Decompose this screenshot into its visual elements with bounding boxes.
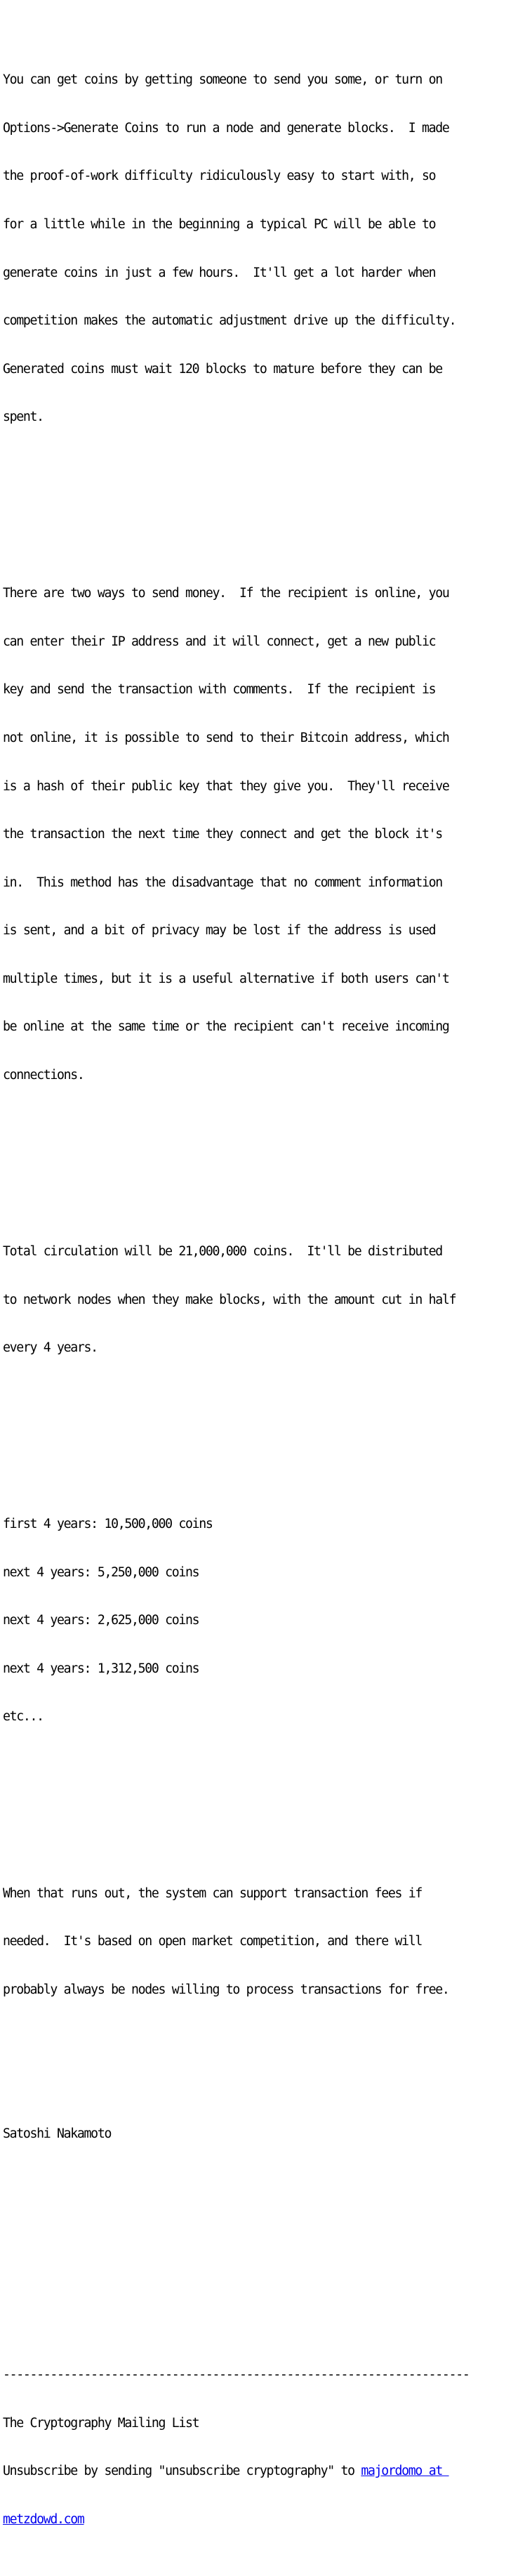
blank-line	[3, 1148, 531, 1164]
schedule-line: etc...	[3, 1709, 44, 1725]
text-line: the proof-of-work difficulty ridiculously easy to start with, so	[3, 169, 436, 184]
text-line: not online, it is possible to send to their Bitcoin address, which	[3, 730, 449, 745]
mailing-list-name: The Cryptography Mailing List	[3, 2415, 199, 2431]
paragraph-total-circulation	[3, 1212, 531, 1388]
text-line: connections.	[3, 1067, 84, 1083]
unsubscribe-email-link-cont[interactable]: metzdowd.com	[3, 2511, 84, 2527]
unsubscribe-line	[3, 2464, 531, 2480]
text-line: is sent, and a bit of privacy may be lost if the address is used	[3, 923, 436, 939]
text-line: can enter their IP address and it will connect, get a new public	[3, 634, 436, 649]
text-line: in. This method has the disadvantage that no comment information	[3, 875, 442, 890]
text-line: multiple times, but it is a useful alternative if both users can't	[3, 971, 449, 986]
unsubscribe-text: Unsubscribe by sending "unsubscribe cryptography" to	[3, 2464, 361, 2479]
email-body	[3, 8, 531, 2576]
text-line: When that runs out, the system can support transaction fees if	[3, 1885, 423, 1901]
text-line: Options->Generate Coins to run a node and generate blocks. I made	[3, 120, 449, 136]
schedule-line: next 4 years: 2,625,000 coins	[3, 1613, 199, 1628]
text-line: Generated coins must wait 120 blocks to mature before they can be	[3, 361, 442, 377]
paragraph-coin-schedule	[3, 1485, 531, 1758]
text-line: needed. It's based on open market competition, and there will	[3, 1934, 423, 1949]
schedule-line: next 4 years: 5,250,000 coins	[3, 1564, 199, 1580]
text-line: be online at the same time or the recipient can't receive incoming	[3, 1019, 449, 1035]
unsubscribe-email-link[interactable]: majordomo at	[361, 2464, 449, 2479]
blank-line	[3, 2062, 531, 2079]
blank-line	[3, 490, 531, 506]
mailing-list-footer	[3, 2335, 531, 2560]
text-line: You can get coins by getting someone to send you some, or turn on	[3, 72, 442, 88]
paragraph-generating-coins	[3, 41, 531, 458]
footer-separator: ---------------------------------------------------------------------	[3, 2367, 470, 2383]
text-line: key and send the transaction with comments. If the recipient is	[3, 682, 436, 698]
text-line: for a little while in the beginning a typical PC will be able to	[3, 216, 436, 232]
signature: Satoshi Nakamoto	[3, 2126, 112, 2142]
text-line: to network nodes when they make blocks, with the amount cut in half	[3, 1292, 456, 1307]
paragraph-transaction-fees	[3, 1854, 531, 2030]
paragraph-sending-money	[3, 554, 531, 1116]
text-line: is a hash of their public key that they give you. They'll receive	[3, 778, 449, 794]
text-line: competition makes the automatic adjustment drive up the difficulty.	[3, 313, 456, 329]
text-line: generate coins in just a few hours. It'll get a lot harder when	[3, 265, 436, 280]
schedule-line: next 4 years: 1,312,500 coins	[3, 1661, 199, 1676]
text-line: the transaction the next time they connect and get the block it's	[3, 827, 442, 842]
unsubscribe-line-cont	[3, 2512, 531, 2528]
text-line: probably always be nodes willing to process transactions for free.	[3, 1982, 449, 1997]
blank-line	[3, 1420, 531, 1437]
text-line: There are two ways to send money. If the recipient is online, you	[3, 586, 449, 601]
blank-line	[3, 1790, 531, 1806]
schedule-line: first 4 years: 10,500,000 coins	[3, 1517, 213, 1532]
blank-line	[3, 2223, 531, 2239]
text-line: Total circulation will be 21,000,000 coins. It'll be distributed	[3, 1243, 442, 1259]
blank-line	[3, 2271, 531, 2287]
blank-line	[3, 2175, 531, 2191]
text-line: spent.	[3, 410, 44, 425]
text-line: every 4 years.	[3, 1340, 98, 1356]
